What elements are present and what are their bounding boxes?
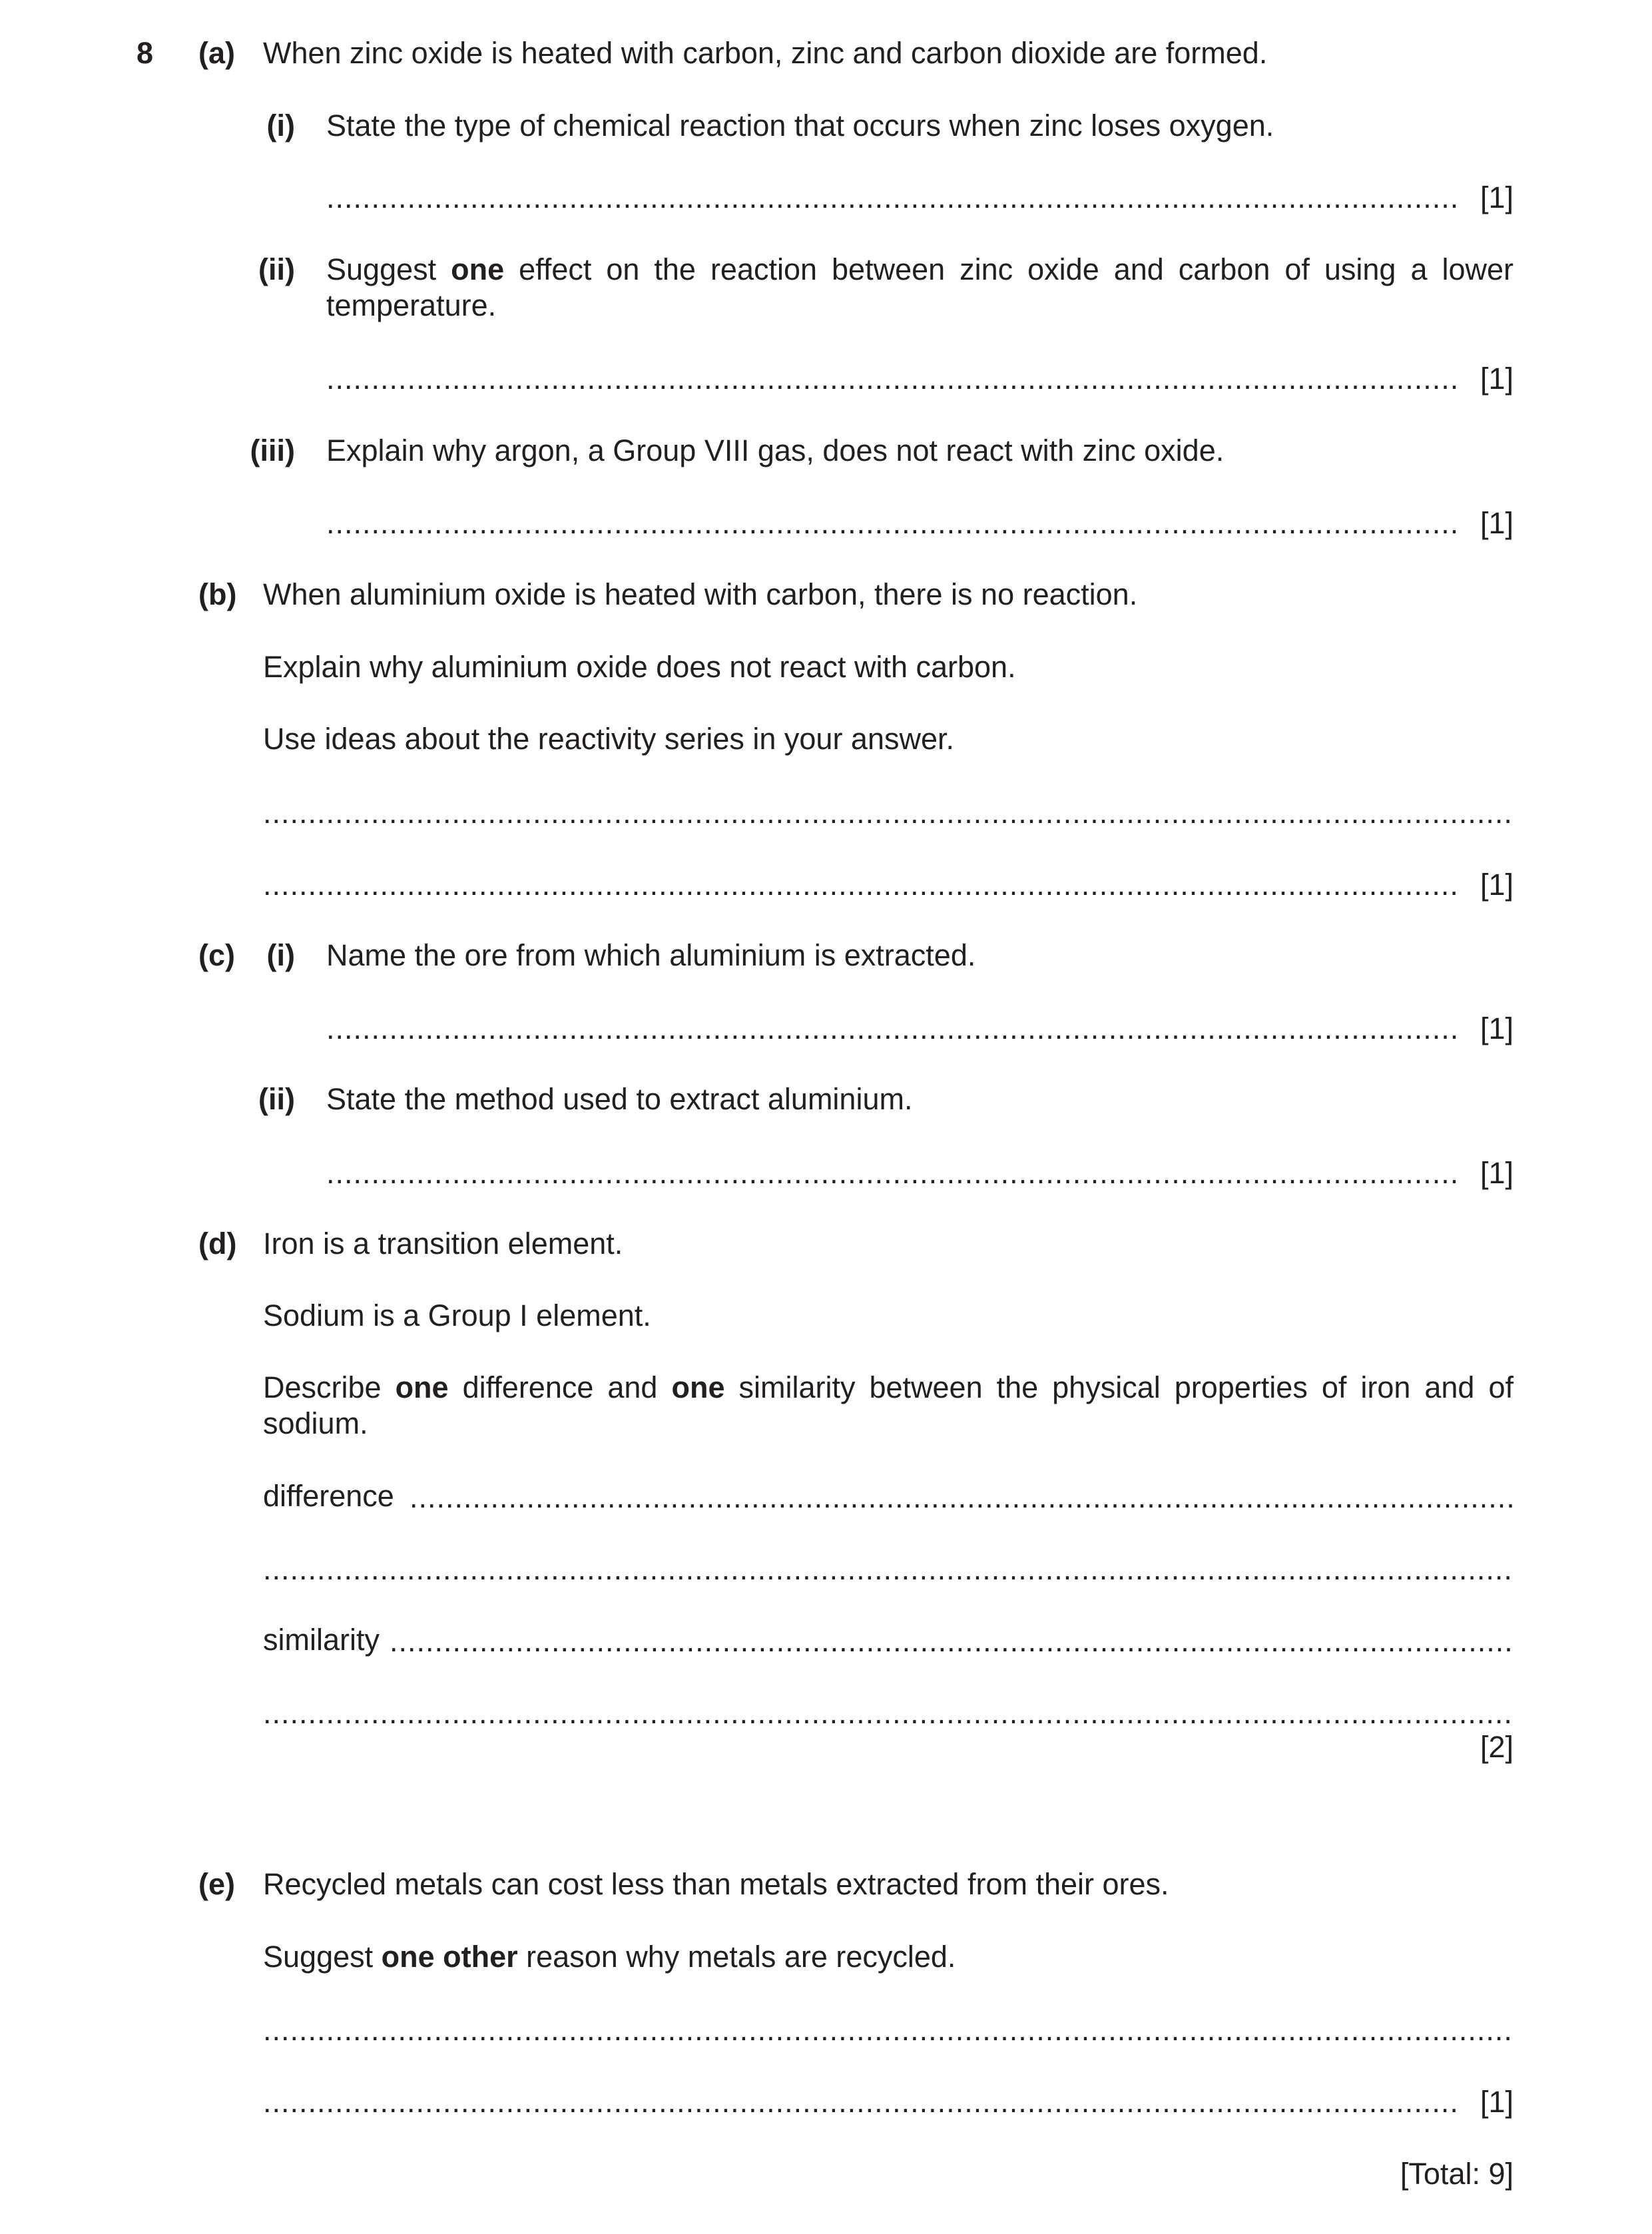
part-e-label: (e) xyxy=(198,1867,235,1901)
part-b-stem: When aluminium oxide is heated with carbon, there is no reaction. xyxy=(263,577,1138,611)
part-a-iii-text: Explain why argon, a Group VIII gas, does not react with zinc oxide. xyxy=(326,433,1225,467)
part-a-label: (a) xyxy=(198,36,235,70)
total-marks: [Total: 9] xyxy=(1400,2157,1514,2191)
answer-line-d-difference-1[interactable] xyxy=(410,1480,1514,1516)
part-a-ii-label: (ii) xyxy=(258,252,295,286)
similarity-label: similarity xyxy=(263,1623,380,1657)
answer-line-b-1[interactable] xyxy=(263,795,1514,831)
part-a-i-label: (i) xyxy=(266,109,295,142)
mark-a-ii: [1] xyxy=(1480,362,1514,396)
mark-e: [1] xyxy=(1480,2085,1514,2119)
part-b-line3: Use ideas about the reactivity series in your answer. xyxy=(263,722,955,756)
part-a-stem: When zinc oxide is heated with carbon, zinc and carbon dioxide are formed. xyxy=(263,36,1268,70)
mark-d: [2] xyxy=(1480,1730,1514,1764)
answer-line-b-2[interactable] xyxy=(263,867,1457,903)
part-d-stem: Iron is a transition element. xyxy=(263,1227,623,1260)
part-c-i-label: (i) xyxy=(266,938,295,972)
part-e-instruction: Suggest one other reason why metals are recycled. xyxy=(263,1940,956,1974)
part-a-i-text: State the type of chemical reaction that occurs when zinc loses oxygen. xyxy=(326,109,1274,142)
question-number: 8 xyxy=(137,36,154,70)
part-c-i-text: Name the ore from which aluminium is extracted. xyxy=(326,938,976,972)
mark-c-i: [1] xyxy=(1480,1011,1514,1045)
part-d-line2: Sodium is a Group I element. xyxy=(263,1298,651,1332)
answer-line-c-i[interactable] xyxy=(326,1011,1457,1047)
answer-line-c-ii[interactable] xyxy=(326,1155,1457,1191)
difference-label: difference xyxy=(263,1479,394,1513)
answer-line-d-similarity-1[interactable] xyxy=(390,1623,1514,1659)
answer-line-e-2[interactable] xyxy=(263,2084,1457,2120)
answer-line-a-ii[interactable] xyxy=(326,361,1457,397)
answer-line-d-difference-2[interactable] xyxy=(263,1551,1514,1587)
part-b-line2: Explain why aluminium oxide does not react with carbon. xyxy=(263,650,1016,684)
part-d-label: (d) xyxy=(198,1227,237,1260)
part-c-ii-text: State the method used to extract aluminium. xyxy=(326,1082,913,1116)
part-e-stem: Recycled metals can cost less than metals extracted from their ores. xyxy=(263,1867,1169,1901)
mark-a-i: [1] xyxy=(1480,180,1514,214)
answer-line-a-i[interactable] xyxy=(326,180,1457,216)
mark-c-ii: [1] xyxy=(1480,1156,1514,1190)
mark-a-iii: [1] xyxy=(1480,506,1514,540)
part-a-ii-text: Suggest one effect on the reaction between zinc oxide and carbon of using a lower temperature. xyxy=(326,252,1514,322)
answer-line-d-similarity-2[interactable] xyxy=(263,1695,1514,1731)
part-c-label: (c) xyxy=(198,938,235,972)
part-a-iii-label: (iii) xyxy=(250,433,295,467)
answer-line-a-iii[interactable] xyxy=(326,505,1457,541)
answer-line-e-1[interactable] xyxy=(263,2012,1514,2048)
part-c-ii-label: (ii) xyxy=(258,1082,295,1116)
mark-b: [1] xyxy=(1480,868,1514,902)
part-b-label: (b) xyxy=(198,577,237,611)
part-d-instruction: Describe one difference and one similarity between the physical properties of iron and of sodium. xyxy=(263,1370,1514,1440)
